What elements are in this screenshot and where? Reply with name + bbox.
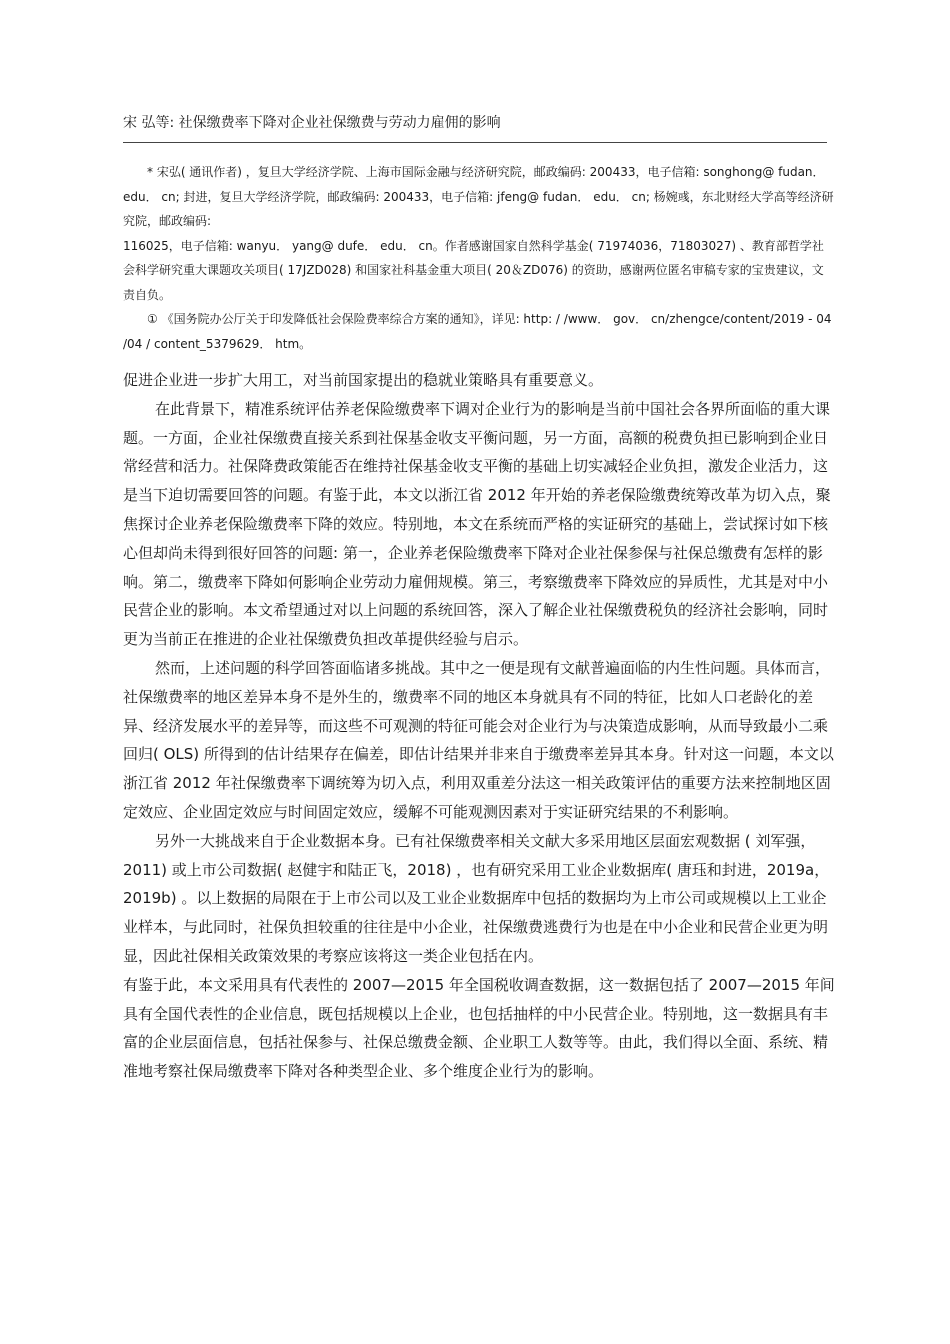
header-rule [123, 142, 827, 143]
paragraph-2: 在此背景下，精准系统评估养老保险缴费率下调对企业行为的影响是当前中国社会各界所面临的重大课题。一方面，企业社保缴费直接关系到社保基金收支平衡问题，另一方面，高额的税费负担已影响到企业日常经营和活力。社保降费政策能否在维持社保基金收支平衡的基础上切实减轻企业负担，激发企业活力，这是当下迫切需要回答的问题。有鉴于此，本文以浙江省 2012 年开始的养老保险缴费统筹改革为切入点，聚焦探讨企业养老保险缴费率下降的效应。特别地，本文在系统而严格的实证研究的基础上，尝试探讨如下核心但却尚未得到很好回答的问题: 第一，企业养老保险缴费率下降对企业社保参保与社保总缴费有怎样的影响。第二，缴费率下降如何影响企业劳动力雇佣规模。第三，考察缴费率下降效应的异质性，尤其是对中小民营企业的影响。本文希望通过对以上问题的系统回答，深入了解企业社保缴费税负的经济社会影响，同时更为当前正在推进的企业社保缴费负担改革提供经验与启示。 [123, 399, 831, 649]
paragraph-1: 促进企业进一步扩大用工，对当前国家提出的稳就业策略具有重要意义。 [123, 371, 604, 389]
paragraph-5: 有鉴于此，本文采用具有代表性的 2007—2015 年全国税收调查数据，这一数据包括了 2007—2015 年间具有全国代表性的企业信息，既包括规模以上企业，也包括抽样的中小民营企业。特别地，这一数据具有丰富的企业层面信息，包括社保参与、社保总缴费金额、企业职工人数等等。由此，我们得以全面、系统、精准地考察社保局缴费率下降对各种类型企业、多个维度企业行为的影响。 [123, 975, 835, 1081]
paragraph-3: 然而，上述问题的科学回答面临诸多挑战。其中之一便是现有文献普遍面临的内生性问题。具体而言，社保缴费率的地区差异本身不是外生的，缴费率不同的地区本身就具有不同的特征，比如人口老龄化的差异、经济发展水平的差异等，而这些不可观测的特征可能会对企业行为与决策造成影响，从而导致最小二乘回归( OLS) 所得到的估计结果存在偏差，即估计结果并非来自于缴费率差异其本身。针对这一问题，本文以浙江省 2012 年社保缴费率下调统筹为切入点，利用双重差分法这一相关政策评估的重要方法来控制地区固定效应、企业固定效应与时间固定效应，缓解不可能观测因素对于实证研究结果的不利影响。 [123, 658, 834, 821]
body-text [123, 366, 835, 1086]
footnote-author-info-cont: 116025，电子信箱: wanyu． yang@ dufe． edu． cn。作者感谢国家自然科学基金( 71974036，71803027) 、教育部哲学社会科学研究重大课题攻关项目( 17JZD028) 和国家社科基金重大项目( 20＆ZD076) 的资助，感谢两位匿名审稿专家的宝贵建议，文责自负。 [123, 238, 824, 302]
paragraph-4: 另外一大挑战来自于企业数据本身。已有社保缴费率相关文献大多采用地区层面宏观数据 ( 刘军强，2011) 或上市公司数据( 赵健宇和陆正飞，2018) ，也有研究采用工业企业数据库( 唐珏和封进，2019a，2019b) 。以上数据的局限在于上市公司以及工业企业数据库中包括的数据均为上市公司或规模以上工业企业样本，与此同时，社保负担较重的往往是中小企业，社保缴费逃费行为也是在中小企业和民营企业更为明显，因此社保相关政策效果的考察应该将这一类企业包括在内。 [123, 831, 830, 965]
footnote-policy-link: ① 《国务院办公厅关于印发降低社会保险费率综合方案的通知》，详见: http: / /www． gov． cn/zhengce/content/2019 - 04 /04 / content_5379629． htm。 [123, 312, 832, 351]
footnote-author-info: * 宋弘( 通讯作者) ，复旦大学经济学院、上海市国际金融与经济研究院，邮政编码: 200433，电子信箱: songhong@ fudan． edu． cn; 封进，复旦大学经济学院，邮政编码: 200433，电子信箱: jfeng@ fudan． edu． cn; 杨婉彧，东北财经大学高等经济研究院，邮政编码: [123, 165, 834, 228]
running-header: 宋 弘等: 社保缴费率下降对企业社保缴费与劳动力雇佣的影响 [123, 115, 501, 131]
footnotes [123, 160, 835, 356]
